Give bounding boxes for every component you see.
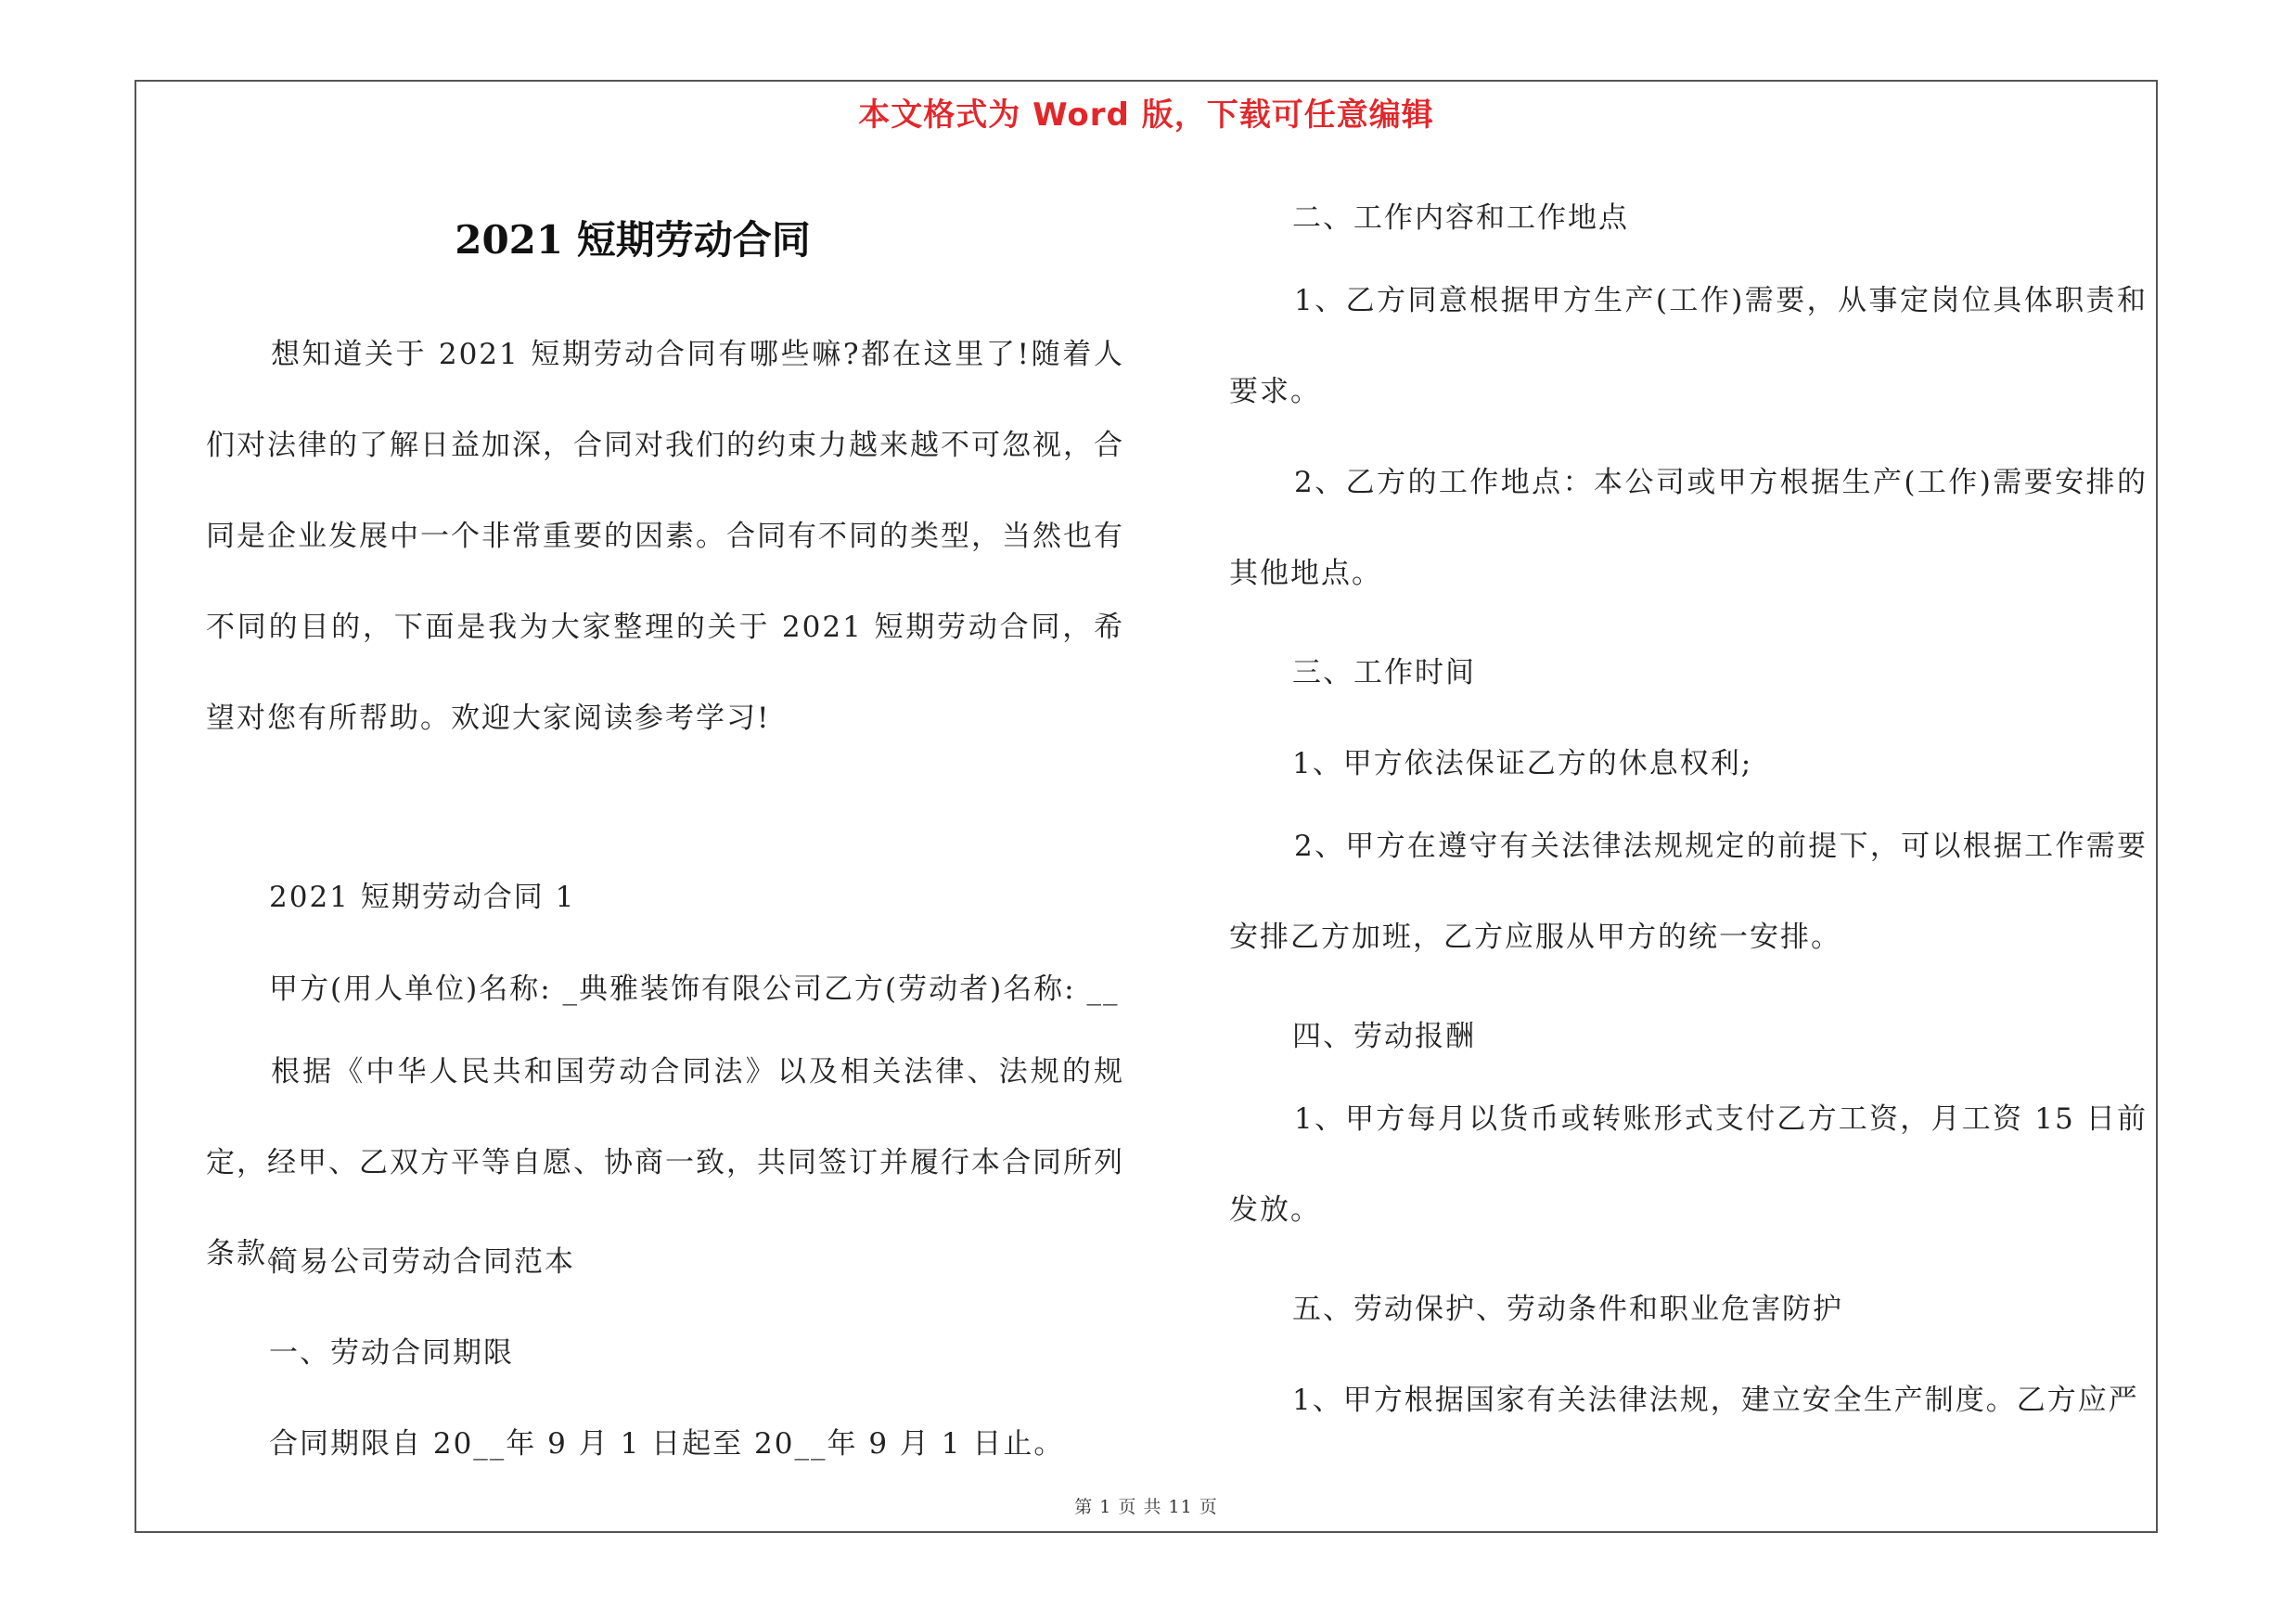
s3-item-2: 2、甲方在遵守有关法律法规规定的前提下，可以根据工作需要安排乙方加班，乙方应服从甲方的统一安排。 xyxy=(1229,830,2148,954)
contract-heading: 2021 短期劳动合同 1 xyxy=(269,881,576,914)
page-footer: 第 1 页 共 11 页 xyxy=(1074,1497,1218,1517)
template-title: 简易公司劳动合同范本 xyxy=(269,1245,575,1279)
basis-paragraph: 根据《中华人民共和国劳动合同法》以及相关法律、法规的规定，经甲、乙双方平等自愿、协商一致，共同签订并履行本合同所列条款。 xyxy=(206,1055,1124,1270)
document-title: 2021 短期劳动合同 xyxy=(455,217,811,263)
s5-item-1: 1、甲方根据国家有关法律法规，建立安全生产制度。乙方应严 xyxy=(1292,1384,2139,1417)
party-line: 甲方(用人单位)名称: _典雅装饰有限公司乙方(劳动者)名称: __ xyxy=(269,973,1120,1006)
s2-item-1: 1、乙方同意根据甲方生产(工作)需要，从事定岗位具体职责和要求。 xyxy=(1229,284,2148,408)
term-line: 合同期限自 20__年 9 月 1 日起至 20__年 9 月 1 日止。 xyxy=(269,1427,1065,1461)
intro-paragraph: 想知道关于 2021 短期劳动合同有哪些嘛?都在这里了!随着人们对法律的了解日益加深，合同对我们的约束力越来越不可忽视，合同是企业发展中一个非常重要的因素。合同有不同的类型，当然也有不同的目的，下面是我为大家整理的关于 2021 短期劳动合同，希望对您有所帮助。欢迎大家阅读参考学习! xyxy=(206,338,1124,735)
s3-item-1: 1、甲方依法保证乙方的休息权利; xyxy=(1292,747,1753,780)
section-heading-4: 四、劳动报酬 xyxy=(1292,1020,1476,1053)
section-heading-3: 三、工作时间 xyxy=(1292,656,1476,689)
s2-item-2: 2、乙方的工作地点：本公司或甲方根据生产(工作)需要安排的其他地点。 xyxy=(1229,466,2148,590)
section-heading-2: 二、工作内容和工作地点 xyxy=(1292,201,1629,235)
section-heading-5: 五、劳动保护、劳动条件和职业危害防护 xyxy=(1292,1293,1843,1326)
section-heading-1: 一、劳动合同期限 xyxy=(269,1336,514,1370)
format-banner: 本文格式为 Word 版，下载可任意编辑 xyxy=(858,97,1434,134)
s4-item-1: 1、甲方每月以货币或转账形式支付乙方工资，月工资 15 日前发放。 xyxy=(1229,1102,2148,1227)
